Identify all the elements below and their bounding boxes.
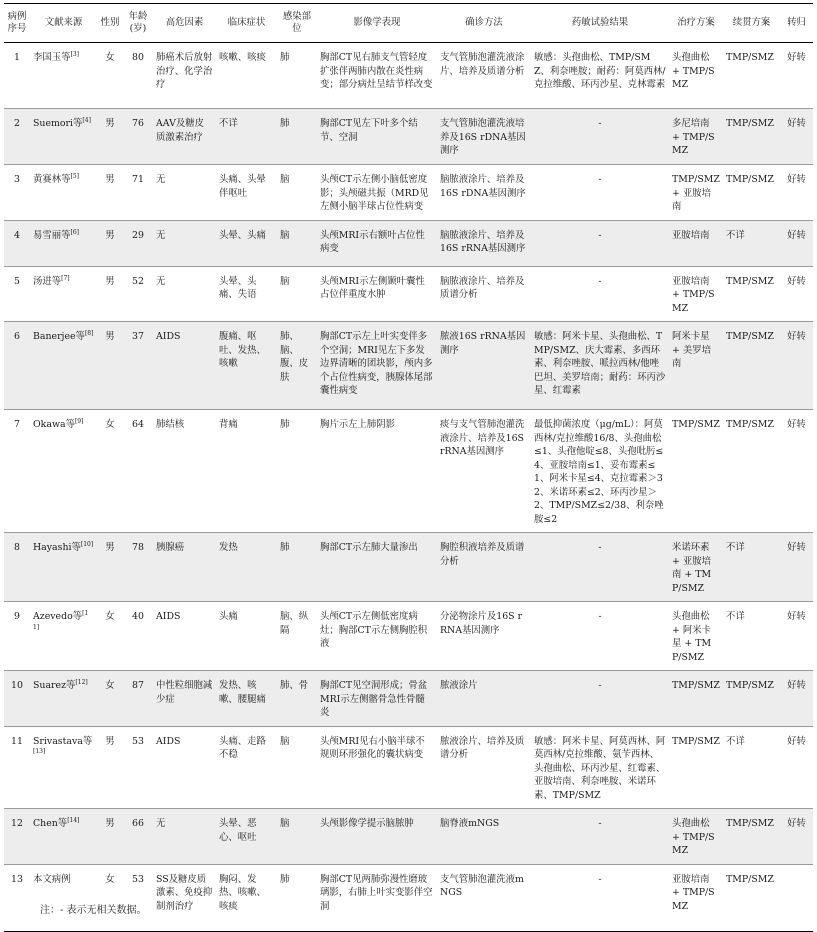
cell-case-no: 10 [11,680,23,691]
cell-infection-site: 肺 [280,52,290,63]
cell-infection-site: 脑 [280,275,290,287]
reference-number: [9] [74,417,84,425]
cell-infection-site: 肺、脑、腹、皮肤 [280,331,309,383]
cell-risk-factors: 无 [156,818,166,829]
cell-symptoms: 头晕、头痛、失语 [219,275,257,300]
source-name: 黄赛林等 [33,174,71,185]
reference-number: [3] [70,50,80,58]
cell-age: 40 [132,611,144,622]
cell-imaging: 胸片示左上肺阴影 [320,419,396,430]
cell-outcome: 好转 [787,735,806,747]
cell-imaging: 头颅CT示左侧小脑低密度影；头颅磁共振（MRD见左侧小脑半球占位性病变 [320,174,429,212]
cell-outcome: 好转 [787,229,806,241]
cell-sex: 男 [105,174,115,185]
cell-diagnosis-method: 脑脓液涂片、培养及16S rDNA基因测序 [440,174,526,199]
cell-case-no: 11 [11,735,23,747]
cell-age: 80 [132,52,144,63]
reference-number: [10] [80,540,94,548]
cell-susceptibility: 敏感：阿米卡星、阿莫西林、阿莫西林/克拉维酸、氨苄西林、头孢曲松、环丙沙星、红霉素、亚胺培南、利奈唑胺、米诺环素、TMP/SMZ [534,735,666,801]
cell-source [30,266,97,322]
cell-age: 87 [132,680,144,691]
cell-susceptibility: - [598,275,602,287]
table-row [4,864,813,931]
cell-sex: 男 [105,275,115,287]
cell-sex: 男 [105,818,115,829]
cell-diagnosis-method: 脓液16S rRNA基因测序 [440,331,526,356]
cell-case-no: 12 [11,818,23,829]
cell-infection-site: 肺 [280,542,290,553]
cell-symptoms: 不详 [219,118,238,129]
source-name: 李国玉等 [33,52,71,63]
cell-risk-factors: 胰腺癌 [156,542,185,553]
cell-susceptibility: 敏感：头孢曲松、TMP/SMZ、利奈唑胺；耐药：阿莫西林/克拉维酸、环丙沙星、克林霉素 [534,52,666,90]
source-name: 汤进等 [33,275,62,287]
cell-treatment: 多尼培南 + TMP/SMZ [672,118,715,156]
cell-diagnosis-method: 脓液涂片、培养及质谱分析 [440,735,525,760]
cell-infection-site: 脑 [280,174,290,185]
cell-outcome: 好转 [787,611,806,622]
reference-number: [14] [67,816,80,824]
header-treatment: 治疗方案 [677,16,715,28]
reference-number: [6] [70,228,80,236]
source-name: Suarez等 [33,680,76,691]
table-body [4,43,813,932]
cell-sequential-treatment: TMP/SMZ [726,52,774,63]
cell-diagnosis-method: 脓液涂片 [440,680,478,691]
cell-case-no: 2 [14,118,20,129]
source-name: 本文病例 [33,873,71,885]
header-outcome: 转归 [787,16,806,28]
cell-risk-factors: 无 [156,275,166,287]
table-row [4,43,813,109]
cell-symptoms: 头痛、头晕伴呕吐 [219,174,266,199]
cell-risk-factors: AAV及糖皮质激素治疗 [156,118,204,143]
cell-risk-factors: 肺结核 [156,419,185,430]
source-name: Srivastava等 [33,735,93,747]
cell-diagnosis-method: 脑脓液涂片、培养及16S rRNA基因测序 [440,229,526,254]
cell-infection-site: 肺 [280,419,290,430]
cell-source [30,671,97,727]
table-row [4,109,813,165]
table-header-row [4,4,813,43]
cell-susceptibility: - [598,611,602,622]
header-age: 年龄(岁) [128,10,148,34]
cell-sequential-treatment: TMP/SMZ [726,118,774,129]
cell-diagnosis-method: 胸腔积液培养及质谱分析 [440,542,525,567]
cell-risk-factors: 中性粒细胞减少症 [156,680,213,705]
cell-age: 78 [132,542,144,553]
source-name: Hayashi等 [33,542,81,553]
cell-age: 53 [132,873,144,885]
cell-case-no: 13 [11,873,23,885]
cell-imaging: 胸部CT示左上叶实变伴多个空洞；MRI见左下多发边界清晰的团块影，颅内多个占位性病变，胰腺体尾部囊性病变 [320,331,433,396]
cell-sequential-treatment: TMP/SMZ [726,331,774,342]
cell-age: 29 [132,229,144,241]
source-name: 易雪丽等 [33,229,71,241]
cell-susceptibility: - [598,680,602,691]
cell-symptoms: 头痛 [219,611,238,622]
cell-age: 52 [132,275,144,287]
table-row [4,165,813,221]
cell-case-no: 9 [14,611,20,622]
header-sequential-treatment: 续贯方案 [732,16,771,28]
cell-treatment: TMP/SMZ [672,735,720,747]
cell-case-no: 3 [14,174,20,185]
cell-diagnosis-method: 脑脊液mNGS [440,818,500,829]
cell-infection-site: 脑 [280,735,290,747]
cell-symptoms: 头痛、走路不稳 [219,735,266,760]
cell-sex: 女 [105,873,115,885]
cell-outcome [780,864,813,931]
cell-infection-site: 脑、纵隔 [280,611,309,636]
reference-number: [5] [70,172,80,180]
cell-sex: 男 [105,229,115,241]
cell-symptoms: 背痛 [219,419,238,430]
cell-sequential-treatment: TMP/SMZ [726,680,774,691]
cell-sex: 男 [105,542,115,553]
cell-sex: 女 [105,611,115,622]
cell-diagnosis-method: 脑脓液涂片、培养及质谱分析 [440,275,525,300]
cell-case-no: 5 [14,275,20,287]
cell-outcome: 好转 [787,174,806,185]
cell-treatment: TMP/SMZ [672,419,720,430]
cell-treatment: TMP/SMZ [672,680,720,691]
cell-source [30,864,97,931]
cell-symptoms: 腹痛、呕吐、发热、咳嗽 [219,331,266,369]
header-case-no: 病例序号 [7,10,27,34]
header-risk-factors: 高危因素 [165,16,204,28]
cell-imaging: 胸部CT示左肺大量渗出 [320,542,418,553]
source-name: Suemori等 [33,118,83,129]
cell-diagnosis-method: 支气管肺泡灌洗液培养及16S rDNA基因测序 [440,118,526,156]
reference-number: [8] [84,329,94,337]
cell-outcome: 好转 [787,542,806,553]
header-susceptibility: 药敏试验结果 [571,16,629,28]
header-sex: 性别 [100,16,120,28]
cell-sex: 女 [105,419,115,430]
cell-imaging: 头颅MRI见右小脑半球不规则环形强化的囊状病变 [320,735,425,760]
cell-source [30,322,97,410]
header-imaging: 影像学表现 [353,16,401,28]
cell-source [30,726,97,809]
cell-sequential-treatment: 不详 [726,229,745,241]
cell-infection-site: 肺 [280,873,290,885]
table-footnote: 注：- 表示无相关数据。 [40,905,147,916]
cell-case-no: 4 [14,229,20,241]
cell-susceptibility: - [598,873,602,885]
cell-imaging: 头颅CT示左侧低密度病灶；胸部CT示左侧胸腔积液 [320,611,428,649]
cell-source [30,109,97,165]
cell-infection-site: 肺 [280,118,290,129]
cell-sequential-treatment: TMP/SMZ [726,174,774,185]
cell-sex: 女 [105,52,115,63]
table-row [4,726,813,809]
cell-risk-factors: 无 [156,174,166,185]
cell-symptoms: 发热 [219,542,238,553]
cell-diagnosis-method: 分泌物涂片及16S rRNA基因测序 [440,611,523,636]
cell-symptoms: 头晕、头痛 [219,229,266,241]
cell-outcome: 好转 [787,118,806,129]
cell-outcome: 好转 [787,818,806,829]
cell-treatment: 米诺环素 + 亚胺培南 + TMP/SMZ [672,542,712,594]
cell-infection-site: 脑 [280,818,290,829]
cell-treatment: 头孢曲松 + TMP/SMZ [672,52,715,90]
table-row [4,533,813,602]
cell-diagnosis-method: 支气管肺泡灌洗液mNGS [440,873,524,898]
table-row [4,809,813,865]
cell-sex: 女 [105,680,115,691]
cell-age: 53 [132,735,144,747]
cell-risk-factors: AIDS [156,331,181,342]
reference-number: [12] [75,678,88,686]
cell-symptoms: 头晕、恶心、呕吐 [219,818,257,843]
cell-outcome: 好转 [787,52,806,63]
reference-number: [7] [61,274,70,282]
cell-treatment: 阿米卡星 + 美罗培南 [672,331,711,369]
cell-sequential-treatment: 不详 [726,542,745,553]
table-container [4,3,813,932]
cell-treatment: TMP/SMZ + 亚胺培南 [672,174,720,212]
cell-imaging: 头颅MRI示右额叶占位性病变 [320,229,425,254]
cell-susceptibility: - [598,118,602,129]
cell-source [30,533,97,602]
table-row [4,602,813,671]
cell-treatment: 头孢曲松 + TMP/SMZ [672,818,715,856]
cell-sequential-treatment: TMP/SMZ [726,873,774,885]
cell-case-no: 8 [14,542,20,553]
cell-sequential-treatment: TMP/SMZ [726,275,774,287]
header-diagnosis-method: 确诊方法 [465,16,503,28]
cell-diagnosis-method: 支气管肺泡灌洗液涂片、培养及质谱分析 [440,52,525,77]
cell-outcome: 好转 [787,419,806,430]
source-name: Chen等 [33,818,68,829]
cell-imaging: 头颅影像学提示脑脓肿 [320,818,414,829]
cell-susceptibility: 敏感：阿米卡星、头孢曲松、TMP/SMZ、庆大霉素、多西环素、利奈唑胺、哌拉西林/他唑巴坦、美罗培南；耐药：环丙沙星、红霉素 [534,331,666,396]
cell-case-no: 1 [14,52,20,63]
cell-symptoms: 发热、咳嗽、腰腿痛 [219,680,266,705]
cell-sex: 男 [105,118,115,129]
cell-source [30,602,97,671]
cell-risk-factors: SS及糖皮质激素、免疫抑制剂治疗 [156,873,213,912]
cell-source [30,410,97,533]
cell-susceptibility: - [598,542,602,553]
cell-imaging: 头颅MRI示左侧颞叶囊性占位伴重度水肿 [320,275,425,300]
cell-risk-factors: AIDS [156,735,181,747]
cell-age: 66 [132,818,144,829]
reference-number: [13] [33,747,46,755]
cell-age: 76 [132,118,144,129]
cell-symptoms: 咳嗽、咳痰 [219,52,266,63]
cell-sex: 男 [105,735,115,747]
cell-sequential-treatment: TMP/SMZ [726,419,774,430]
cell-treatment: 亚胺培南 + TMP/SMZ [672,275,715,314]
cell-sex: 男 [105,331,115,342]
table-row [4,220,813,266]
cell-risk-factors: AIDS [156,611,181,622]
cell-imaging: 胸部CT见左下叶多个结节、空洞 [320,118,418,143]
cell-risk-factors: 无 [156,229,166,241]
cell-age: 37 [132,331,144,342]
cell-sequential-treatment: 不详 [726,735,745,747]
header-source: 文献来源 [44,16,83,28]
cell-source [30,165,97,221]
table-row [4,671,813,727]
cell-case-no: 7 [14,419,20,430]
cell-imaging: 胸部CT见两肺弥漫性磨玻璃影，右肺上叶实变影伴空洞 [320,873,433,912]
cell-susceptibility: 最低抑菌浓度（μg/mL）：阿莫西林/克拉维酸16/8、头孢曲松≤1、头孢他啶≤8、头孢吡肟≤4、亚胺培南≤1、妥布霉素≤1、阿米卡星≤4、克拉霉素＞32、米诺环素≤2、环丙沙星＞2、TMP/SMZ≤2/38、利奈唑胺≤2 [534,419,664,525]
case-table [4,3,813,932]
cell-outcome: 好转 [787,331,806,342]
cell-outcome: 好转 [787,680,806,691]
cell-age: 64 [132,419,144,430]
cell-outcome: 好转 [787,275,806,287]
source-name: Azevedo等 [33,611,83,622]
cell-sequential-treatment: 不详 [726,611,745,622]
cell-diagnosis-method: 痰与支气管肺泡灌洗液涂片、培养及16S rRNA基因测序 [440,419,525,457]
cell-age: 71 [132,174,144,185]
cell-imaging: 胸部CT见空洞形成；骨盆MRI示左侧髂骨急性骨髓炎 [320,680,428,718]
cell-source [30,43,97,109]
table-row [4,266,813,322]
cell-case-no: 6 [14,331,20,342]
cell-susceptibility: - [598,174,602,185]
cell-treatment: 头孢曲松 + 阿米卡星 + TMP/SMZ [672,611,712,663]
cell-treatment: 亚胺培南 [672,229,710,241]
reference-number: [4] [82,116,91,124]
cell-infection-site: 脑 [280,229,290,241]
cell-susceptibility: - [598,818,602,829]
cell-sequential-treatment: TMP/SMZ [726,818,774,829]
cell-risk-factors: 肺癌术后放射治疗、化学治疗 [156,52,213,90]
source-name: Okawa等 [33,419,75,430]
cell-susceptibility: - [598,229,602,241]
cell-source [30,809,97,865]
cell-source [30,220,97,266]
cell-treatment: 亚胺培南 + TMP/SMZ [672,873,715,912]
table-row [4,410,813,533]
cell-symptoms: 胸闷、发热、咳嗽、咳痰 [219,873,266,912]
table-row [4,322,813,410]
reference-number: [11] [33,609,89,631]
source-name: Banerjee等 [33,331,85,342]
cell-imaging: 胸部CT见右肺支气管轻度扩张伴两肺内散在炎性病变；部分病灶呈结节样改变 [320,52,433,90]
header-infection-site: 感染部位 [282,10,312,34]
header-symptoms: 临床症状 [227,16,266,28]
cell-infection-site: 肺、骨 [280,680,309,691]
